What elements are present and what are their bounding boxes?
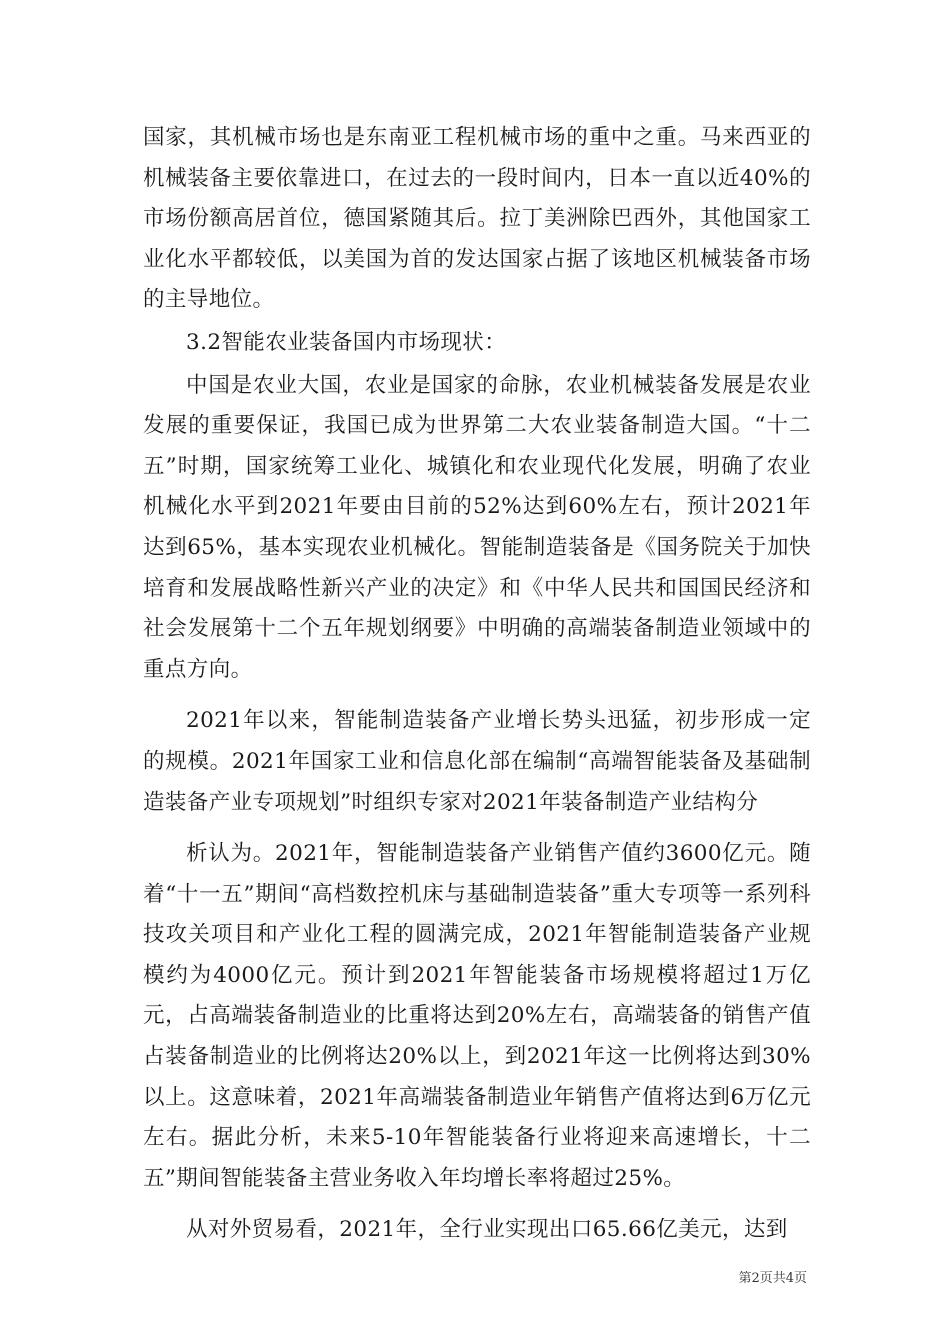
page-number: 第2页共4页	[738, 1271, 807, 1286]
paragraph-agriculture: 中国是农业大国，农业是国家的命脉，农业机械装备发展是农业发展的重要保证，我国已成为世界第二大农业装备制造大国。“十二五”时期，国家统筹工业化、城镇化和农业现代化发展，明确了农业机械化水平到2021年要由目前的52%达到60%左右，预计2021年达到65%，基本实现农业机械化。智能制造装备是《国务院关于加快培育和发展战略性新兴产业的决定》和《中华人民共和国国民经济和社会发展第十二个五年规划纲要》中明确的高端装备制造业领域中的重点方向。	[143, 372, 811, 682]
paragraph-growth: 2021年以来，智能制造装备产业增长势头迅猛，初步形成一定的规模。2021年国家工业和信息化部在编制“高端智能装备及基础制造装备产业专项规划”时组织专家对2021年装备制造产业结构分	[143, 708, 811, 815]
paragraph-foreign-trade: 从对外贸易看，2021年，全行业实现出口65.66亿美元，达到	[186, 1217, 788, 1243]
paragraph-machinery-market: 国家，其机械市场也是东南亚工程机械市场的重中之重。马来西亚的机械装备主要依靠进口，在过去的一段时间内，日本一直以近40%的市场份额高居首位，德国紧随其后。拉丁美洲除巴西外，其他国家工业化水平都较低，以美国为首的发达国家占据了该地区机械装备市场的主导地位。	[143, 125, 811, 313]
paragraph-analysis: 析认为。2021年，智能制造装备产业销售产值约3600亿元。随着“十一五”期间“高档数控机床与基础制造装备”重大专项等一系列科技攻关项目和产业化工程的圆满完成，2021年智能制造装备产业规模约为4000亿元。预计到2021年智能装备市场规模将超过1万亿元，占高端装备制造业的比重将达到20%左右，高端装备的销售产值占装备制造业的比例将达20%以上，到2021年这一比例将达到30%以上。这意味着，2021年高端装备制造业年销售产值将达到6万亿元左右。据此分析，未来5-10年智能装备行业将迎来高速增长，十二五”期间智能装备主营业务收入年均增长率将超过25%。	[143, 841, 811, 1191]
document-body	[143, 118, 811, 1251]
section-heading-3-2: 3.2智能农业装备国内市场现状：	[186, 329, 507, 355]
